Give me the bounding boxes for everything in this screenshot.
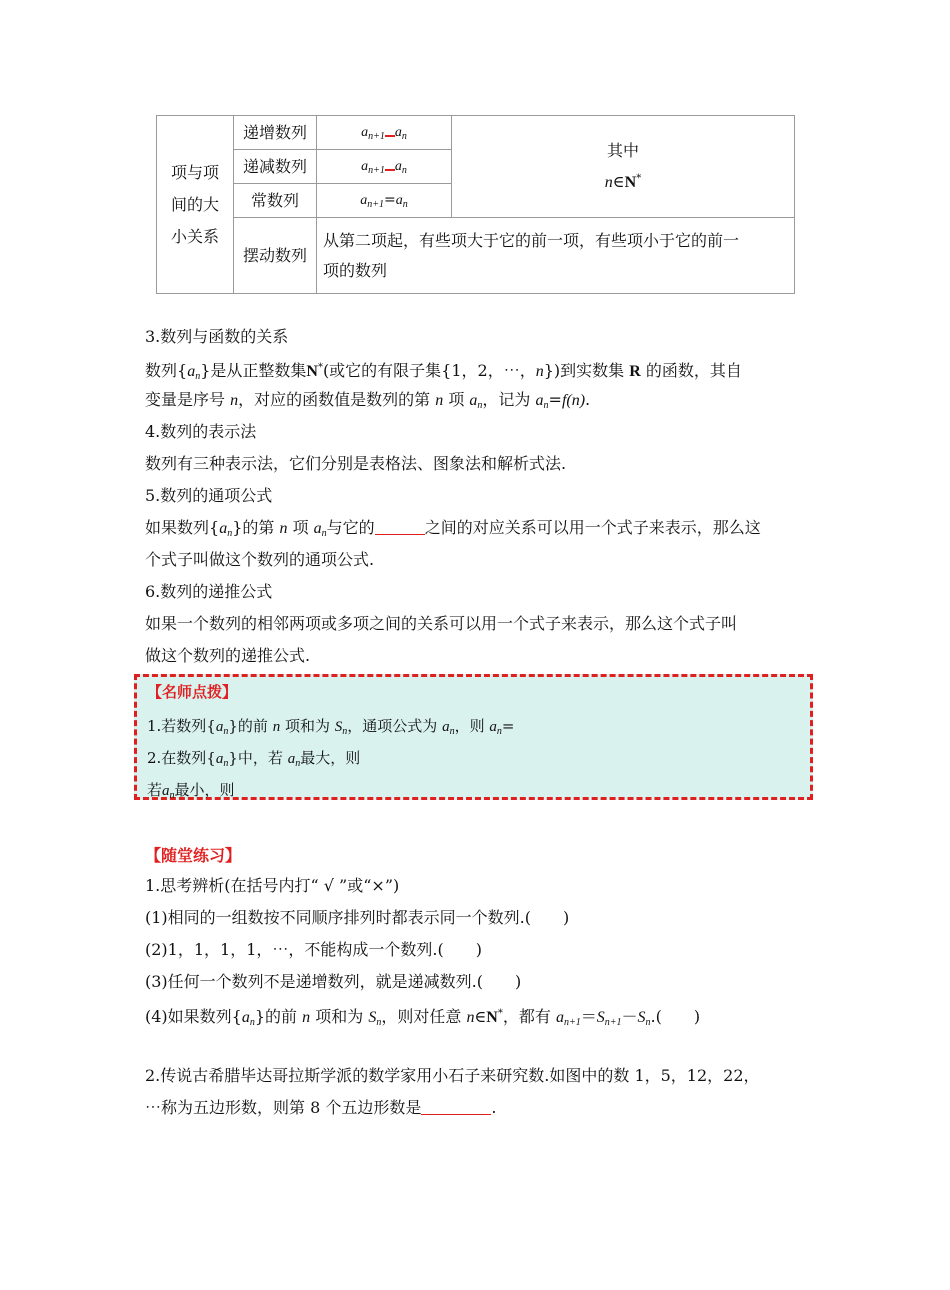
row-name-constant: 常数列: [234, 184, 317, 218]
table-note: 其中 n∈N*: [452, 116, 795, 218]
table-left-header: 项与项 间的大 小关系: [157, 116, 234, 294]
tip-line-3: 若$a_n$最小，则: [147, 781, 235, 801]
tip-title: 【名师点拨】: [147, 683, 238, 701]
section-6-paragraph-line-2: 做这个数列的递推公式.: [145, 646, 311, 665]
section-3-paragraph-line-1: 数列$\{a_n\}$是从正整数集N*(或它的有限子集{1，2，⋯，n})到实数集 R 的函数，其自: [145, 361, 742, 382]
question-1-item-2: (2)1，1，1，1，⋯，不能构成一个数列.( ): [145, 940, 482, 959]
row-formula-decreasing: $a_{n+1}$ $a_n$: [317, 150, 452, 184]
section-6-paragraph-line-1: 如果一个数列的相邻两项或多项之间的关系可以用一个式子来表示，那么这个式子叫: [145, 614, 738, 633]
section-4-paragraph: 数列有三种表示法，它们分别是表格法、图象法和解析式法.: [145, 454, 567, 473]
question-1-title: 1.思考辨析(在括号内打“ √ ”或“×”): [145, 876, 400, 895]
section-5-title: 5.数列的通项公式: [145, 486, 273, 505]
section-3-title: 3.数列与函数的关系: [145, 327, 289, 346]
section-5-paragraph-line-1: 如果数列$\{a_n\}$的第 n 项 $a_n$与它的 之间的对应关系可以用一个式子来表示，那么这: [145, 518, 761, 539]
practice-title: 【随堂练习】: [145, 846, 242, 865]
question-1-item-3: (3)任何一个数列不是递增数列，就是递减数列.( ): [145, 972, 522, 991]
tip-line-2: 2.在数列$\{a_n\}$中，若 $a_n$最大，则: [147, 749, 361, 769]
question-1-item-1: (1)相同的一组数按不同顺序排列时都表示同一个数列.( ): [145, 908, 570, 927]
answer-blank: [421, 1098, 491, 1115]
row-name-oscillating: 摆动数列: [234, 218, 317, 294]
answer-blank: [385, 157, 395, 171]
row-formula-increasing: $a_{n+1}$ $a_n$: [317, 116, 452, 150]
section-4-title: 4.数列的表示法: [145, 422, 257, 441]
section-5-paragraph-line-2: 个式子叫做这个数列的通项公式.: [145, 550, 375, 569]
section-6-title: 6.数列的递推公式: [145, 582, 273, 601]
tip-line-1: 1.若数列$\{a_n\}$的前 n 项和为 $S_n$，通项公式为 $a_n$，则 $a_n=$: [147, 717, 515, 737]
row-name-decreasing: 递减数列: [234, 150, 317, 184]
question-2-line-2: ⋯称为五边形数，则第 8 个五边形数是 .: [145, 1098, 497, 1117]
teacher-tip-box: [134, 674, 813, 800]
section-3-paragraph-line-2: 变量是序号 n，对应的函数值是数列的第 n 项 $a_n$，记为 $a_n=f(n)$.: [145, 390, 591, 411]
row-name-increasing: 递增数列: [234, 116, 317, 150]
answer-blank: [385, 123, 395, 137]
row-formula-constant: $a_{n+1}=a_n$: [317, 184, 452, 218]
row-desc-oscillating: 从第二项起，有些项大于它的前一项，有些项小于它的前一 项的数列: [317, 218, 795, 294]
question-1-item-4: (4)如果数列$\{a_n\}$的前 n 项和为 $S_n$，则对任意 n∈N*，都有 $a_{n+1}=S_{n+1}-S_n$.( ): [145, 1007, 701, 1028]
question-2-line-1: 2.传说古希腊毕达哥拉斯学派的数学家用小石子来研究数.如图中的数 1，5，12，22，: [145, 1066, 760, 1085]
answer-blank: [375, 518, 425, 535]
sequence-relation-table: [156, 115, 795, 294]
